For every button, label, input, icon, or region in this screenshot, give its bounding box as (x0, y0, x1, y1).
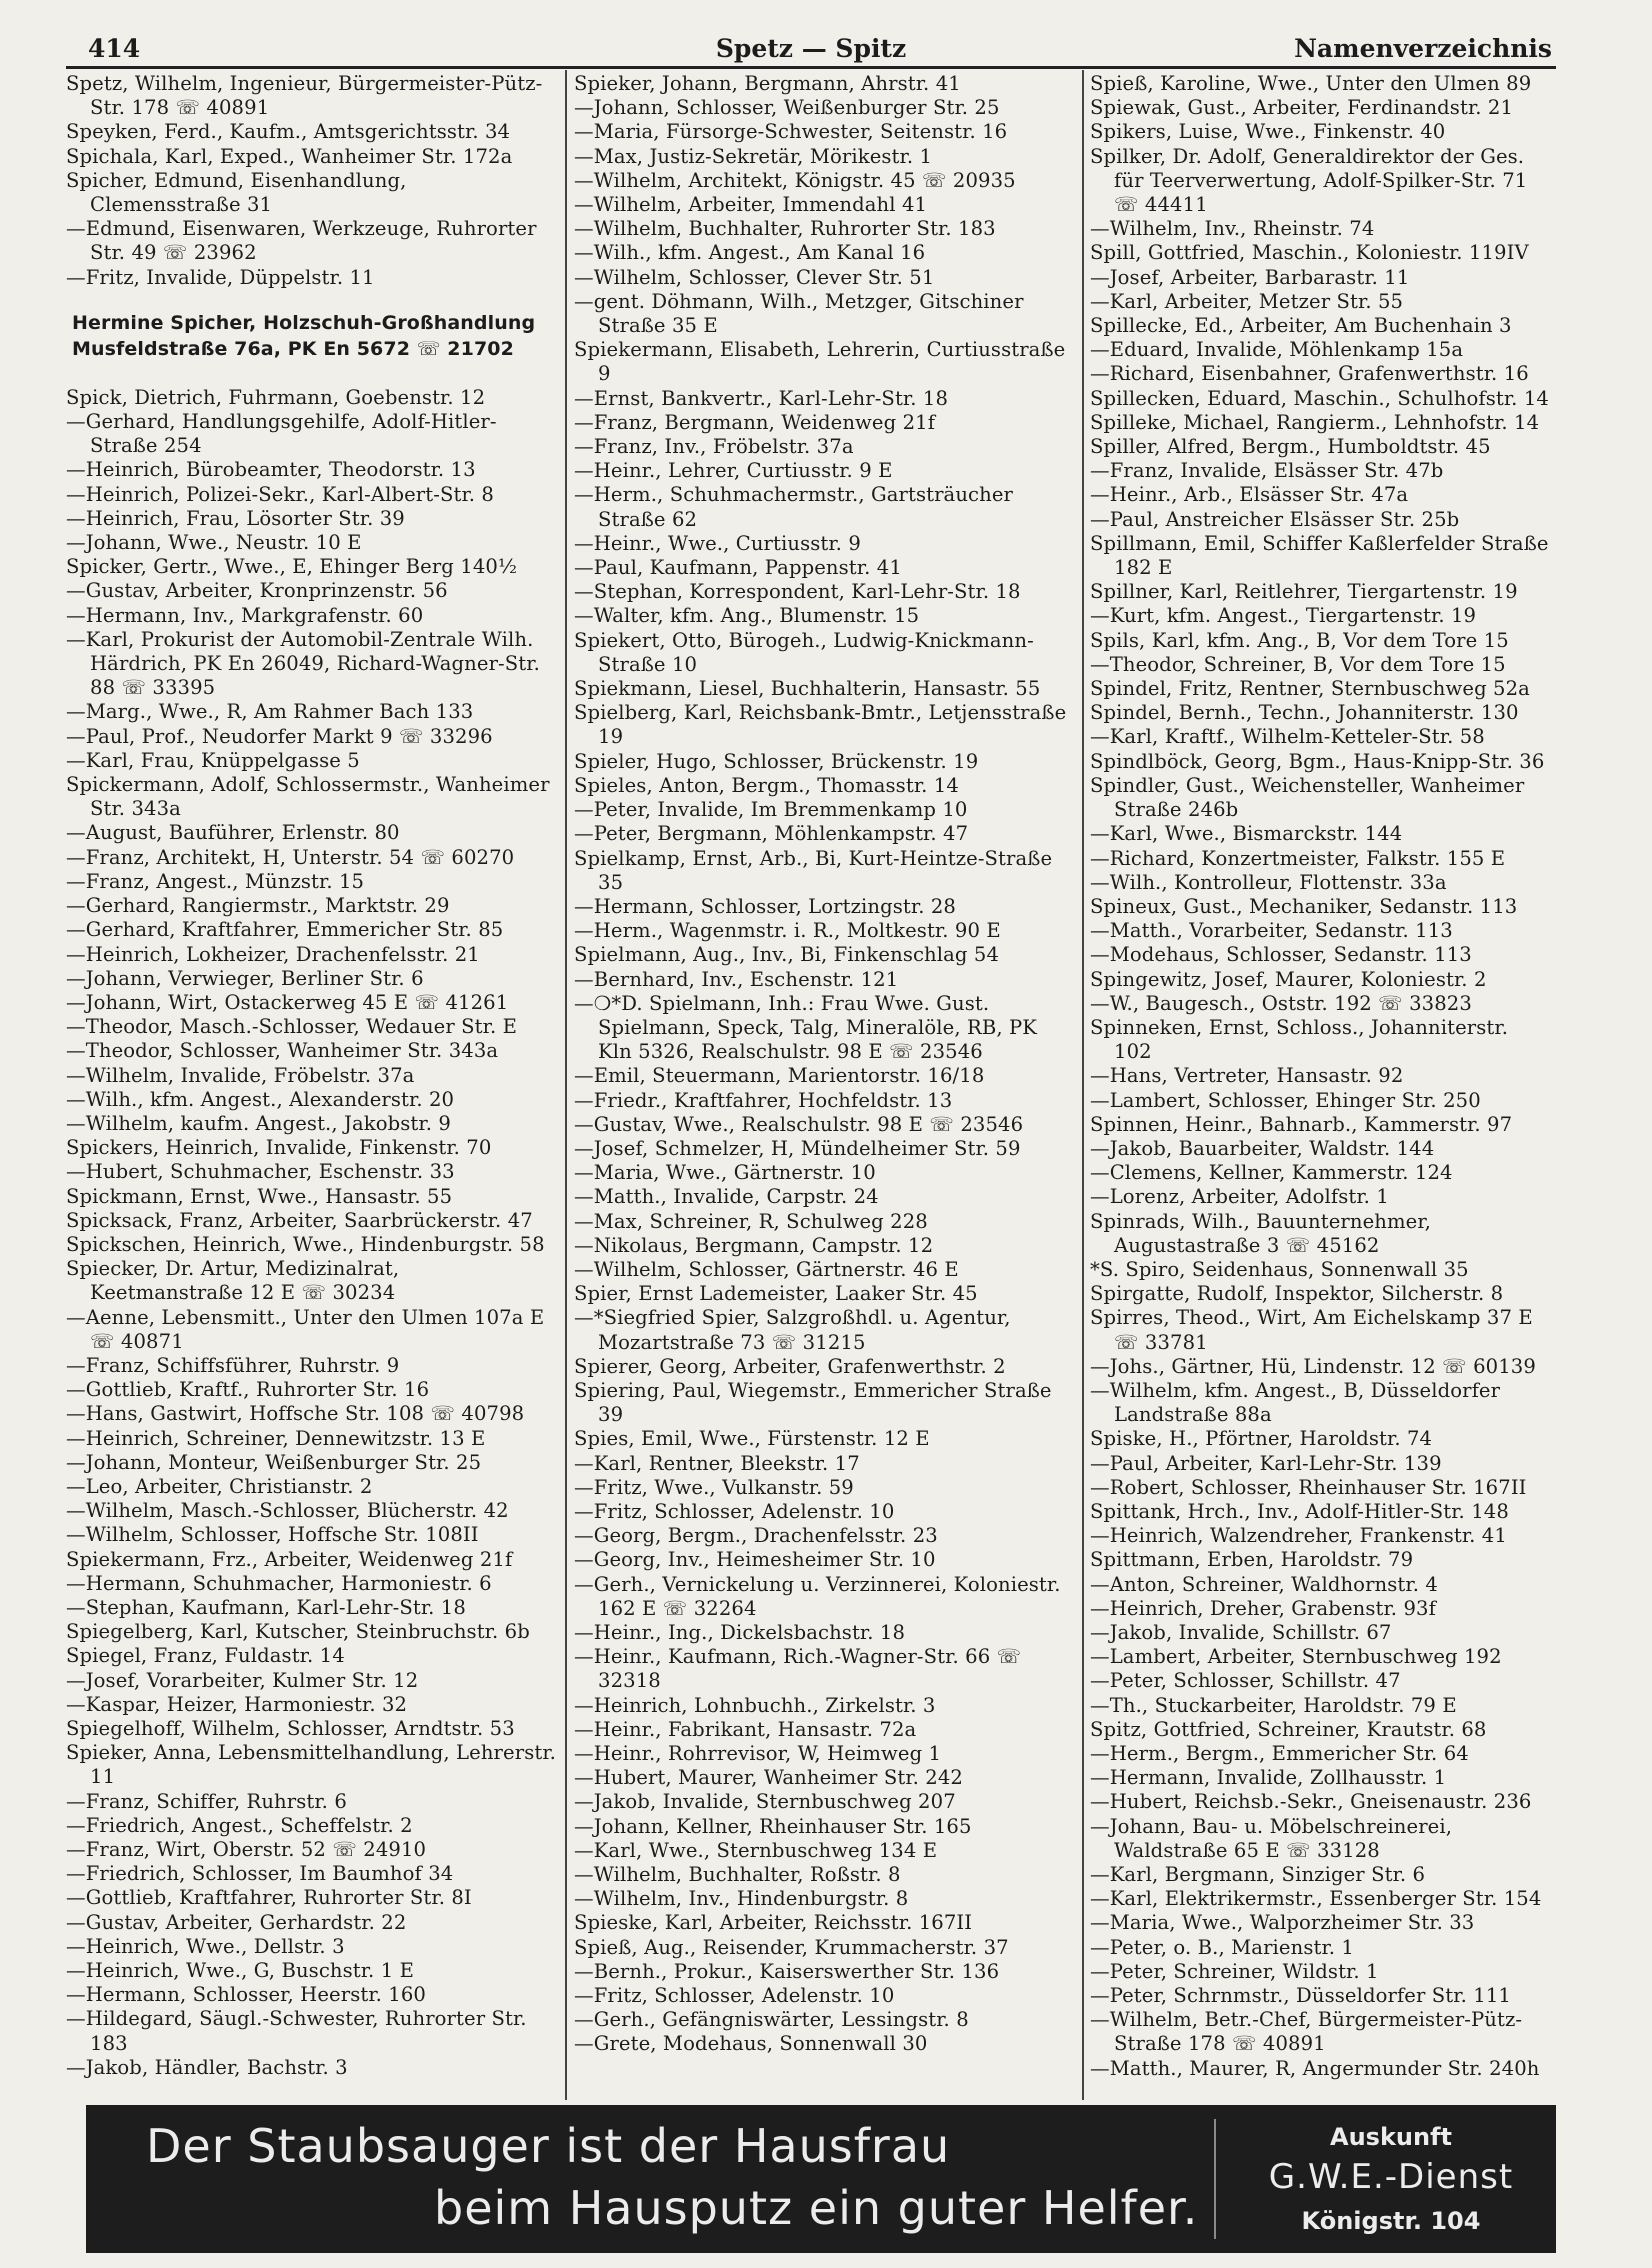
directory-entry: —Maria, Wwe., Walporzheimer Str. 33 (1090, 1911, 1475, 1935)
directory-entry: —Peter, Bergmann, Möhlenkampstr. 47 (574, 822, 969, 846)
directory-entry: —Matth., Maurer, R, Angermunder Str. 240h (1090, 2056, 1540, 2080)
directory-entry: —*Siegfried Spier, Salzgroßhdl. u. Agentur, Mozartstraße 73 ☏ 31215 (574, 1306, 1011, 1354)
directory-entry: —Fritz, Schlosser, Adelenstr. 10 (574, 1499, 895, 1523)
directory-entry: —Eduard, Invalide, Möhlenkamp 15a (1090, 338, 1464, 362)
directory-entry: —Stephan, Kaufmann, Karl-Lehr-Str. 18 (66, 1595, 466, 1619)
directory-entry: Spicher, Edmund, Eisenhandlung, Clemensstraße 31 (66, 168, 407, 217)
advertisement-spicher (68, 304, 557, 370)
directory-entry: —Lambert, Schlosser, Ehinger Str. 250 (1090, 1088, 1481, 1112)
directory-entry: Spiecker, Dr. Artur, Medizinalrat, Keetmanstraße 12 E ☏ 30234 (66, 1257, 400, 1305)
directory-entry: —Jakob, Invalide, Schillstr. 67 (1090, 1621, 1392, 1644)
directory-entry: —Wilhelm, Invalide, Fröbelstr. 37a (66, 1063, 415, 1087)
directory-entry: Spinnen, Heinr., Bahnarb., Kammerstr. 97 (1090, 1112, 1513, 1136)
directory-entry: —Marg., Wwe., R, Am Rahmer Bach 133 (66, 700, 474, 724)
directory-entry: —Emil, Steuermann, Marientorstr. 16/18 (574, 1064, 985, 1088)
directory-entry: —gent. Döhmann, Wilh., Metzger, Gitschiner Straße 35 E (574, 289, 1024, 338)
directory-entry: —Herm., Schuhmachermstr., Gartsträucher Straße 62 (574, 483, 1014, 531)
directory-entry: —Georg, Bergm., Drachenfelsstr. 23 (574, 1524, 938, 1548)
directory-entry: —Hermann, Inv., Markgrafenstr. 60 (66, 603, 424, 627)
directory-entry: —Wilhelm, Schlosser, Clever Str. 51 (574, 265, 935, 289)
directory-entry: —Gustav, Arbeiter, Kronprinzenstr. 56 (66, 579, 448, 603)
info-box-address: Königstr. 104 (1301, 2207, 1481, 2235)
directory-entry: —Peter, Schrnmstr., Düsseldorfer Str. 111 (1090, 1984, 1511, 2008)
directory-entry: —Franz, Invalide, Elsässer Str. 47b (1090, 459, 1444, 483)
section-title: Namenverzeichnis (1294, 34, 1552, 63)
directory-entry: —Aenne, Lebensmitt., Unter den Ulmen 107a E ☏ 40871 (66, 1305, 545, 1353)
directory-entry: —Johs., Gärtner, Hü, Lindenstr. 12 ☏ 60139 (1090, 1354, 1536, 1378)
directory-entry: —Wilh., kfm. Angest., Alexanderstr. 20 (66, 1087, 455, 1111)
directory-entry: —Hermann, Invalide, Zollhausstr. 1 (1090, 1766, 1447, 1790)
ad-line-2: Musfeldstraße 76a, PK En 5672 ☏ 21702 (72, 337, 514, 360)
directory-entry: Spingewitz, Josef, Maurer, Koloniestr. 2 (1090, 967, 1487, 991)
directory-entry: —Friedrich, Angest., Scheffelstr. 2 (66, 1813, 413, 1837)
directory-entry: —Karl, Bergmann, Sinziger Str. 6 (1090, 1863, 1426, 1887)
directory-entry: —Wilhelm, kaufm. Angest., Jakobstr. 9 (66, 1111, 451, 1135)
directory-entry: —Josef, Schmelzer, H, Mündelheimer Str. 59 (574, 1136, 1021, 1160)
directory-entry: —Maria, Fürsorge-Schwester, Seitenstr. 16 (574, 120, 1008, 144)
directory-entry: —Josef, Arbeiter, Barbarastr. 11 (1090, 265, 1410, 289)
directory-entry: —Wilhelm, Inv., Hindenburgstr. 8 (574, 1887, 909, 1911)
directory-entry: Spils, Karl, kfm. Ang., B, Vor dem Tore 15 (1090, 628, 1509, 652)
directory-entry: —Grete, Modehaus, Sonnenwall 30 (574, 2032, 928, 2056)
directory-entry: —Gerh., Vernickelung u. Verzinnerei, Koloniestr. 162 E ☏ 32264 (574, 1572, 1061, 1620)
directory-entry: Spieske, Karl, Arbeiter, Reichsstr. 167II (574, 1911, 973, 1935)
directory-entry: —Wilhelm, Masch.-Schlosser, Blücherstr. 42 (66, 1499, 509, 1523)
directory-entry: Spinrads, Wilh., Bauunternehmer, Augustastraße 3 ☏ 45162 (1090, 1209, 1432, 1257)
directory-entry: —Matth., Invalide, Carpstr. 24 (574, 1185, 879, 1209)
directory-entry: —Johann, Monteur, Weißenburger Str. 25 (66, 1450, 482, 1474)
directory-entry: —Johann, Wirt, Ostackerweg 45 E ☏ 41261 (66, 990, 509, 1014)
directory-entry: —Wilh., Kontrolleur, Flottenstr. 33a (1090, 870, 1447, 894)
directory-entry: —Gerhard, Kraftfahrer, Emmericher Str. 85 (66, 918, 504, 942)
directory-entry: Spiekmann, Liesel, Buchhalterin, Hansastr. 55 (574, 677, 1041, 701)
directory-entry: —Franz, Bergmann, Weidenweg 21f (574, 410, 936, 434)
slogan-line-2: beim Hausputz ein guter Helfer. (434, 2181, 1199, 2235)
directory-entry: —Stephan, Korrespondent, Karl-Lehr-Str. 18 (574, 580, 1021, 604)
directory-entry: —Ernst, Bankvertr., Karl-Lehr-Str. 18 (574, 386, 949, 410)
directory-entry: —Heinrich, Lohnbuchh., Zirkelstr. 3 (574, 1693, 936, 1717)
directory-entry: Spiekermann, Frz., Arbeiter, Weidenweg 21f (66, 1547, 513, 1571)
directory-entry: —Wilhelm, Betr.-Chef, Bürgermeister-Pütz-Straße 178 ☏ 40891 (1090, 2008, 1523, 2056)
directory-entry: Spickers, Heinrich, Invalide, Finkenstr. 70 (66, 1136, 492, 1160)
directory-entry: —❍*D. Spielmann, Inh.: Frau Wwe. Gust. Spielmann, Speck, Talg, Mineralöle, RB, PK Kln 5326, Realschulstr. 98 E ☏ 23546 (574, 991, 1038, 1064)
directory-entry: *S. Spiro, Seidenhaus, Sonnenwall 35 (1090, 1257, 1469, 1281)
directory-entry: —Hermann, Schlosser, Lortzingstr. 28 (574, 894, 956, 918)
info-box (1226, 2105, 1556, 2253)
vacuum-slogan (86, 2105, 1214, 2253)
directory-entry: Spieler, Hugo, Schlosser, Brückenstr. 19 (574, 749, 979, 773)
directory-entry: —Gerhard, Rangiermstr., Marktstr. 29 (66, 894, 450, 918)
directory-entry: —Wilhelm, Buchhalter, Roßstr. 8 (574, 1863, 901, 1887)
directory-entry: Spirres, Theod., Wirt, Am Eichelskamp 37 E ☏ 33781 (1090, 1306, 1533, 1354)
directory-entry: —Lambert, Arbeiter, Sternbuschweg 192 (1090, 1645, 1502, 1669)
directory-entry: —Heinrich, Bürobeamter, Theodorstr. 13 (66, 458, 476, 482)
directory-entry: —Gerhard, Handlungsgehilfe, Adolf-Hitler-Straße 254 (66, 410, 497, 458)
directory-entry: —Heinrich, Wwe., Dellstr. 3 (66, 1934, 345, 1958)
directory-entry: —Jakob, Bauarbeiter, Waldstr. 144 (1090, 1136, 1435, 1160)
footer-advertisement (86, 2105, 1556, 2253)
directory-entry: —Johann, Verwieger, Berliner Str. 6 (66, 966, 424, 990)
directory-entry: Spittank, Hrch., Inv., Adolf-Hitler-Str. 148 (1090, 1499, 1509, 1523)
directory-entry: Spillecke, Ed., Arbeiter, Am Buchenhain 3 (1090, 314, 1512, 338)
directory-entry: —Wilhelm, Buchhalter, Ruhrorter Str. 183 (574, 217, 996, 241)
directory-entry: Spilker, Dr. Adolf, Generaldirektor der Ges. für Teerverwertung, Adolf-Spilker-Str. 71 ☏ 44411 (1090, 144, 1528, 217)
directory-entry: —Hubert, Schuhmacher, Eschenstr. 33 (66, 1160, 455, 1184)
directory-entry: —Heinr., Wwe., Curtiusstr. 9 (574, 531, 861, 555)
directory-entry: —Friedrich, Schlosser, Im Baumhof 34 (66, 1862, 454, 1886)
directory-entry: —Heinr., Rohrrevisor, W, Heimweg 1 (574, 1742, 942, 1766)
directory-entry: —Karl, Elektrikermstr., Essenberger Str. 154 (1090, 1887, 1542, 1911)
directory-entry: —Fritz, Schlosser, Adelenstr. 10 (574, 1984, 895, 2008)
directory-entry: Spindel, Bernh., Techn., Johanniterstr. 130 (1090, 701, 1519, 725)
directory-entry: —Jakob, Invalide, Sternbuschweg 207 (574, 1790, 956, 1814)
directory-entry: —Johann, Wwe., Neustr. 10 E (66, 531, 362, 555)
directory-entry: Spieker, Anna, Lebensmittelhandlung, Lehrerstr. 11 (66, 1741, 556, 1789)
directory-entry: Spieß, Aug., Reisender, Krummacherstr. 37 (574, 1935, 1009, 1959)
entry-list-1a (66, 72, 557, 290)
directory-entry: —Heinr., Arb., Elsässer Str. 47a (1090, 483, 1409, 507)
directory-entry: Spickermann, Adolf, Schlossermstr., Wanheimer Str. 343a (66, 773, 550, 821)
directory-entry: Spicker, Gertr., Wwe., E, Ehinger Berg 140½ (66, 555, 518, 579)
directory-entry: —Richard, Konzertmeister, Falkstr. 155 E (1090, 846, 1506, 870)
directory-entry: —Theodor, Schlosser, Wanheimer Str. 343a (66, 1039, 499, 1063)
directory-entry: Spicksack, Franz, Arbeiter, Saarbrückerstr. 47 (66, 1208, 533, 1232)
directory-entry: —Wilhelm, Inv., Rheinstr. 74 (1090, 217, 1375, 241)
directory-entry: —Franz, Schiffer, Ruhrstr. 6 (66, 1789, 347, 1813)
directory-entry: —Th., Stuckarbeiter, Haroldstr. 79 E (1090, 1693, 1457, 1717)
directory-entry: Spiegel, Franz, Fuldastr. 14 (66, 1644, 345, 1668)
directory-entry: Spindler, Gust., Weichensteller, Wanheimer Straße 246b (1090, 773, 1525, 822)
info-box-service: G.W.E.-Dienst (1268, 2157, 1514, 2197)
directory-entry: —Heinrich, Wwe., G, Buschstr. 1 E (66, 1959, 415, 1983)
directory-entry: —Jakob, Händler, Bachstr. 3 (66, 2055, 348, 2079)
directory-entry: —Wilh., kfm. Angest., Am Kanal 16 (574, 241, 926, 265)
directory-entry: Speyken, Ferd., Kaufm., Amtsgerichtsstr. 34 (66, 120, 511, 144)
directory-entry: Spickmann, Ernst, Wwe., Hansastr. 55 (66, 1184, 453, 1208)
directory-entry: —Wilhelm, Schlosser, Hoffsche Str. 108II (66, 1523, 479, 1547)
directory-entry: —Gottlieb, Kraftf., Ruhrorter Str. 16 (66, 1378, 430, 1402)
directory-entry: —Hans, Gastwirt, Hoffsche Str. 108 ☏ 40798 (66, 1402, 525, 1426)
directory-entry: —Hermann, Schlosser, Heerstr. 160 (66, 1983, 426, 2007)
page-header (66, 30, 1556, 69)
directory-entry: —Peter, o. B., Marienstr. 1 (1090, 1935, 1354, 1959)
directory-entry: —Wilhelm, Arbeiter, Immendahl 41 (574, 193, 928, 217)
directory-entry: —Kurt, kfm. Angest., Tiergartenstr. 19 (1090, 604, 1477, 628)
directory-entry: —Heinr., Lehrer, Curtiusstr. 9 E (574, 459, 893, 483)
directory-entry: —Edmund, Eisenwaren, Werkzeuge, Ruhrorter Str. 49 ☏ 23962 (66, 217, 537, 265)
directory-entry: Spielberg, Karl, Reichsbank-Bmtr., Letjensstraße 19 (574, 701, 1067, 749)
entry-list-1b (66, 386, 557, 2080)
directory-entry: —Hubert, Maurer, Wanheimer Str. 242 (574, 1766, 963, 1790)
directory-entry: —Theodor, Masch.-Schlosser, Wedauer Str. E (66, 1015, 518, 1039)
footer-divider (1214, 2119, 1216, 2239)
directory-entry: Spiller, Alfred, Bergm., Humboldtstr. 45 (1090, 435, 1491, 459)
column-divider-1 (565, 70, 567, 2100)
directory-entry: —Modehaus, Schlosser, Sedanstr. 113 (1090, 943, 1472, 967)
directory-entry: —Wilhelm, kfm. Angest., B, Düsseldorfer Landstraße 88a (1090, 1378, 1501, 1427)
directory-entry: —Gustav, Wwe., Realschulstr. 98 E ☏ 23546 (574, 1112, 1024, 1136)
directory-entry: —Hildegard, Säugl.-Schwester, Ruhrorter Str. 183 (66, 2007, 527, 2055)
directory-entry: Spillmann, Emil, Schiffer Kaßlerfelder Straße 182 E (1090, 531, 1549, 580)
directory-entry: —Maria, Wwe., Gärtnerstr. 10 (574, 1161, 876, 1185)
directory-entry: —Heinrich, Dreher, Grabenstr. 93f (1090, 1596, 1436, 1620)
directory-entry: —Heinrich, Walzendreher, Frankenstr. 41 (1090, 1524, 1507, 1548)
directory-entry: —Herm., Bergm., Emmericher Str. 64 (1090, 1742, 1469, 1766)
directory-entry: Spiegelhoff, Wilhelm, Schlosser, Arndtstr. 53 (66, 1717, 515, 1740)
directory-entry: Spieker, Johann, Bergmann, Ahrstr. 41 (574, 72, 961, 95)
directory-entry: —Karl, Kraftf., Wilhelm-Ketteler-Str. 58 (1090, 725, 1485, 749)
directory-entry: —Gottlieb, Kraftfahrer, Ruhrorter Str. 8I (66, 1886, 472, 1910)
directory-entry: —Hans, Vertreter, Hansastr. 92 (1090, 1064, 1404, 1088)
directory-entry: —Johann, Kellner, Rheinhauser Str. 165 (574, 1814, 972, 1838)
directory-entry: —Franz, Inv., Fröbelstr. 37a (574, 435, 854, 459)
column-1 (66, 72, 557, 2087)
directory-entry: —Richard, Eisenbahner, Grafenwerthstr. 16 (1090, 362, 1529, 386)
directory-entry: —Wilhelm, Schlosser, Gärtnerstr. 46 E (574, 1257, 959, 1281)
ad-line-1: Hermine Spicher, Holzschuh-Großhandlung (72, 311, 536, 334)
page-title: Spetz — Spitz (715, 34, 907, 63)
directory-entry: —Walter, kfm. Ang., Blumenstr. 15 (574, 604, 920, 628)
directory-entry: —Peter, Invalide, Im Bremmenkamp 10 (574, 798, 968, 822)
info-box-label: Auskunft (1330, 2123, 1452, 2151)
directory-entry: —Max, Schreiner, R, Schulweg 228 (574, 1209, 928, 1233)
directory-entry: Spindel, Fritz, Rentner, Sternbuschweg 52a (1090, 677, 1530, 701)
directory-entry: Spielkamp, Ernst, Arb., Bi, Kurt-Heintze-Straße 35 (574, 846, 1053, 894)
directory-entry: Spittmann, Erben, Haroldstr. 79 (1090, 1548, 1414, 1572)
directory-entry: —Karl, Prokurist der Automobil-Zentrale Wilh. Härdrich, PK En 26049, Richard-Wagner-Str. 88 ☏ 33395 (66, 627, 540, 700)
directory-entry: Spierer, Georg, Arbeiter, Grafenwerthstr. 2 (574, 1354, 1006, 1378)
directory-entry: —Bernhard, Inv., Eschenstr. 121 (574, 967, 899, 991)
directory-entry: —Heinr., Fabrikant, Hansastr. 72a (574, 1717, 917, 1741)
directory-entry: —Gustav, Arbeiter, Gerhardstr. 22 (66, 1910, 407, 1934)
directory-entry: —Peter, Schlosser, Schillstr. 47 (1090, 1669, 1401, 1693)
directory-entry: Spiske, H., Pförtner, Haroldstr. 74 (1090, 1427, 1433, 1451)
directory-entry: Spieß, Karoline, Wwe., Unter den Ulmen 89 (1090, 72, 1532, 95)
directory-entry: Spitz, Gottfried, Schreiner, Krautstr. 68 (1090, 1717, 1487, 1741)
directory-entry: —Johann, Bau- u. Möbelschreinerei, Waldstraße 65 E ☏ 33128 (1090, 1814, 1453, 1862)
directory-entry: —Paul, Prof., Neudorfer Markt 9 ☏ 33296 (66, 724, 493, 748)
directory-entry: —Georg, Inv., Heimesheimer Str. 10 (574, 1548, 936, 1572)
directory-entry: Spikers, Luise, Wwe., Finkenstr. 40 (1090, 120, 1446, 144)
directory-entry: —Fritz, Wwe., Vulkanstr. 59 (574, 1475, 854, 1499)
directory-entry: Spickschen, Heinrich, Wwe., Hindenburgstr. 58 (66, 1232, 545, 1256)
directory-entry: —Johann, Schlosser, Weißenburger Str. 25 (574, 96, 1000, 120)
directory-entry: —Robert, Schlosser, Rheinhauser Str. 167II (1090, 1475, 1527, 1499)
directory-entry: —Franz, Wirt, Oberstr. 52 ☏ 24910 (66, 1838, 427, 1862)
directory-entry: —Franz, Schiffsführer, Ruhrstr. 9 (66, 1353, 400, 1377)
directory-entry: —Hermann, Schuhmacher, Harmoniestr. 6 (66, 1571, 492, 1595)
directory-entry: —Heinr., Kaufmann, Rich.-Wagner-Str. 66 ☏ 32318 (574, 1645, 1022, 1693)
directory-entry: —Franz, Architekt, H, Unterstr. 54 ☏ 60270 (66, 845, 515, 869)
directory-entry: —Theodor, Schreiner, B, Vor dem Tore 15 (1090, 652, 1506, 676)
directory-entry: Spiegelberg, Karl, Kutscher, Steinbruchstr. 6b (66, 1620, 530, 1644)
directory-entry: —Nikolaus, Bergmann, Campstr. 12 (574, 1233, 934, 1257)
directory-entry: —Clemens, Kellner, Kammerstr. 124 (1090, 1161, 1453, 1185)
column-divider-2 (1082, 70, 1084, 2100)
directory-entry: Spieles, Anton, Bergm., Thomasstr. 14 (574, 773, 959, 797)
directory-entry: Spillner, Karl, Reitlehrer, Tiergartenstr. 19 (1090, 580, 1518, 604)
directory-entry: —Paul, Arbeiter, Karl-Lehr-Str. 139 (1090, 1451, 1442, 1475)
directory-entry: —Paul, Anstreicher Elsässer Str. 25b (1090, 507, 1460, 531)
directory-entry: —Fritz, Invalide, Düppelstr. 11 (66, 265, 375, 289)
directory-entry: Spineux, Gust., Mechaniker, Sedanstr. 113 (1090, 894, 1518, 918)
directory-entry: Spiekermann, Elisabeth, Lehrerin, Curtiusstraße 9 (574, 338, 1066, 386)
directory-entry: Spichala, Karl, Exped., Wanheimer Str. 172a (66, 144, 513, 168)
directory-entry: Spinneken, Ernst, Schloss., Johanniterstr. 102 (1090, 1015, 1509, 1064)
directory-entry: —Gerh., Gefängniswärter, Lessingstr. 8 (574, 2008, 969, 2032)
directory-entry: —Friedr., Kraftfahrer, Hochfeldstr. 13 (574, 1088, 953, 1112)
directory-entry: —Paul, Kaufmann, Pappenstr. 41 (574, 556, 902, 580)
directory-entry: —Heinrich, Schreiner, Dennewitzstr. 13 E (66, 1426, 486, 1450)
directory-entry: Spillecken, Eduard, Maschin., Schulhofstr. 14 (1090, 386, 1549, 410)
slogan-line-1: Der Staubsauger ist der Hausfrau (146, 2119, 951, 2173)
column-3 (1090, 72, 1552, 2087)
directory-entry: Spies, Emil, Wwe., Fürstenstr. 12 E (574, 1427, 930, 1451)
directory-entry: —August, Bauführer, Erlenstr. 80 (66, 821, 400, 845)
directory-entry: Spetz, Wilhelm, Ingenieur, Bürgermeister-Pütz-Str. 178 ☏ 40891 (66, 72, 543, 120)
directory-entry: Spindlböck, Georg, Bgm., Haus-Knipp-Str. 36 (1090, 749, 1545, 773)
directory-entry: Spiering, Paul, Wiegemstr., Emmericher Straße 39 (574, 1378, 1052, 1427)
directory-entry: —Franz, Angest., Münzstr. 15 (66, 869, 365, 893)
directory-entry: —Max, Justiz-Sekretär, Mörikestr. 1 (574, 144, 933, 168)
directory-entry: —Wilhelm, Architekt, Königstr. 45 ☏ 20935 (574, 168, 1016, 192)
directory-entry: —Hubert, Reichsb.-Sekr., Gneisenaustr. 236 (1090, 1790, 1532, 1814)
entry-list-3 (1090, 72, 1552, 2081)
directory-entry: —Kaspar, Heizer, Harmoniestr. 32 (66, 1692, 408, 1716)
directory-entry: —Heinrich, Frau, Lösorter Str. 39 (66, 506, 405, 530)
page-number: 414 (88, 34, 141, 63)
directory-entry: —Anton, Schreiner, Waldhornstr. 4 (1090, 1572, 1438, 1596)
directory-entry: Spielmann, Aug., Inv., Bi, Finkenschlag 54 (574, 943, 1000, 967)
directory-entry: Spiewak, Gust., Arbeiter, Ferdinandstr. 21 (1090, 96, 1514, 120)
directory-entry: —Karl, Wwe., Sternbuschweg 134 E (574, 1838, 938, 1862)
directory-entry: Spill, Gottfried, Maschin., Koloniestr. 119IV (1090, 241, 1529, 265)
directory-entry: —Heinrich, Lokheizer, Drachenfelsstr. 21 (66, 942, 480, 966)
directory-entry: —Herm., Wagenmstr. i. R., Moltkestr. 90 E (574, 919, 1001, 943)
directory-entry: —Karl, Arbeiter, Metzer Str. 55 (1090, 289, 1404, 313)
directory-entry: —Lorenz, Arbeiter, Adolfstr. 1 (1090, 1185, 1389, 1209)
directory-entry: —Matth., Vorarbeiter, Sedanstr. 113 (1090, 919, 1453, 943)
directory-entry: —Peter, Schreiner, Wildstr. 1 (1090, 1959, 1379, 1983)
directory-entry: Spilleke, Michael, Rangierm., Lehnhofstr. 14 (1090, 410, 1540, 434)
directory-entry: Spick, Dietrich, Fuhrmann, Goebenstr. 12 (66, 385, 486, 409)
directory-entry: Spirgatte, Rudolf, Inspektor, Silcherstr. 8 (1090, 1282, 1504, 1306)
directory-entry: —Josef, Vorarbeiter, Kulmer Str. 12 (66, 1668, 419, 1692)
directory-entry: —Karl, Wwe., Bismarckstr. 144 (1090, 822, 1403, 846)
directory-entry: —W., Baugesch., Oststr. 192 ☏ 33823 (1090, 991, 1472, 1015)
directory-entry: Spier, Ernst Lademeister, Laaker Str. 45 (574, 1282, 978, 1306)
directory-entry: —Leo, Arbeiter, Christianstr. 2 (66, 1474, 373, 1498)
directory-entry: —Heinr., Ing., Dickelsbachstr. 18 (574, 1621, 906, 1644)
directory-entry: —Heinrich, Polizei-Sekr., Karl-Albert-Str. 8 (66, 482, 494, 506)
directory-entry: —Bernh., Prokur., Kaiserswerther Str. 136 (574, 1959, 1000, 1983)
directory-entry: —Karl, Rentner, Bleekstr. 17 (574, 1451, 860, 1475)
directory-entry: Spiekert, Otto, Bürogeh., Ludwig-Knickmann-Straße 10 (574, 628, 1034, 676)
directory-entry: —Karl, Frau, Knüppelgasse 5 (66, 748, 360, 772)
column-2 (574, 72, 1074, 2087)
entry-list-2 (574, 72, 1074, 2057)
